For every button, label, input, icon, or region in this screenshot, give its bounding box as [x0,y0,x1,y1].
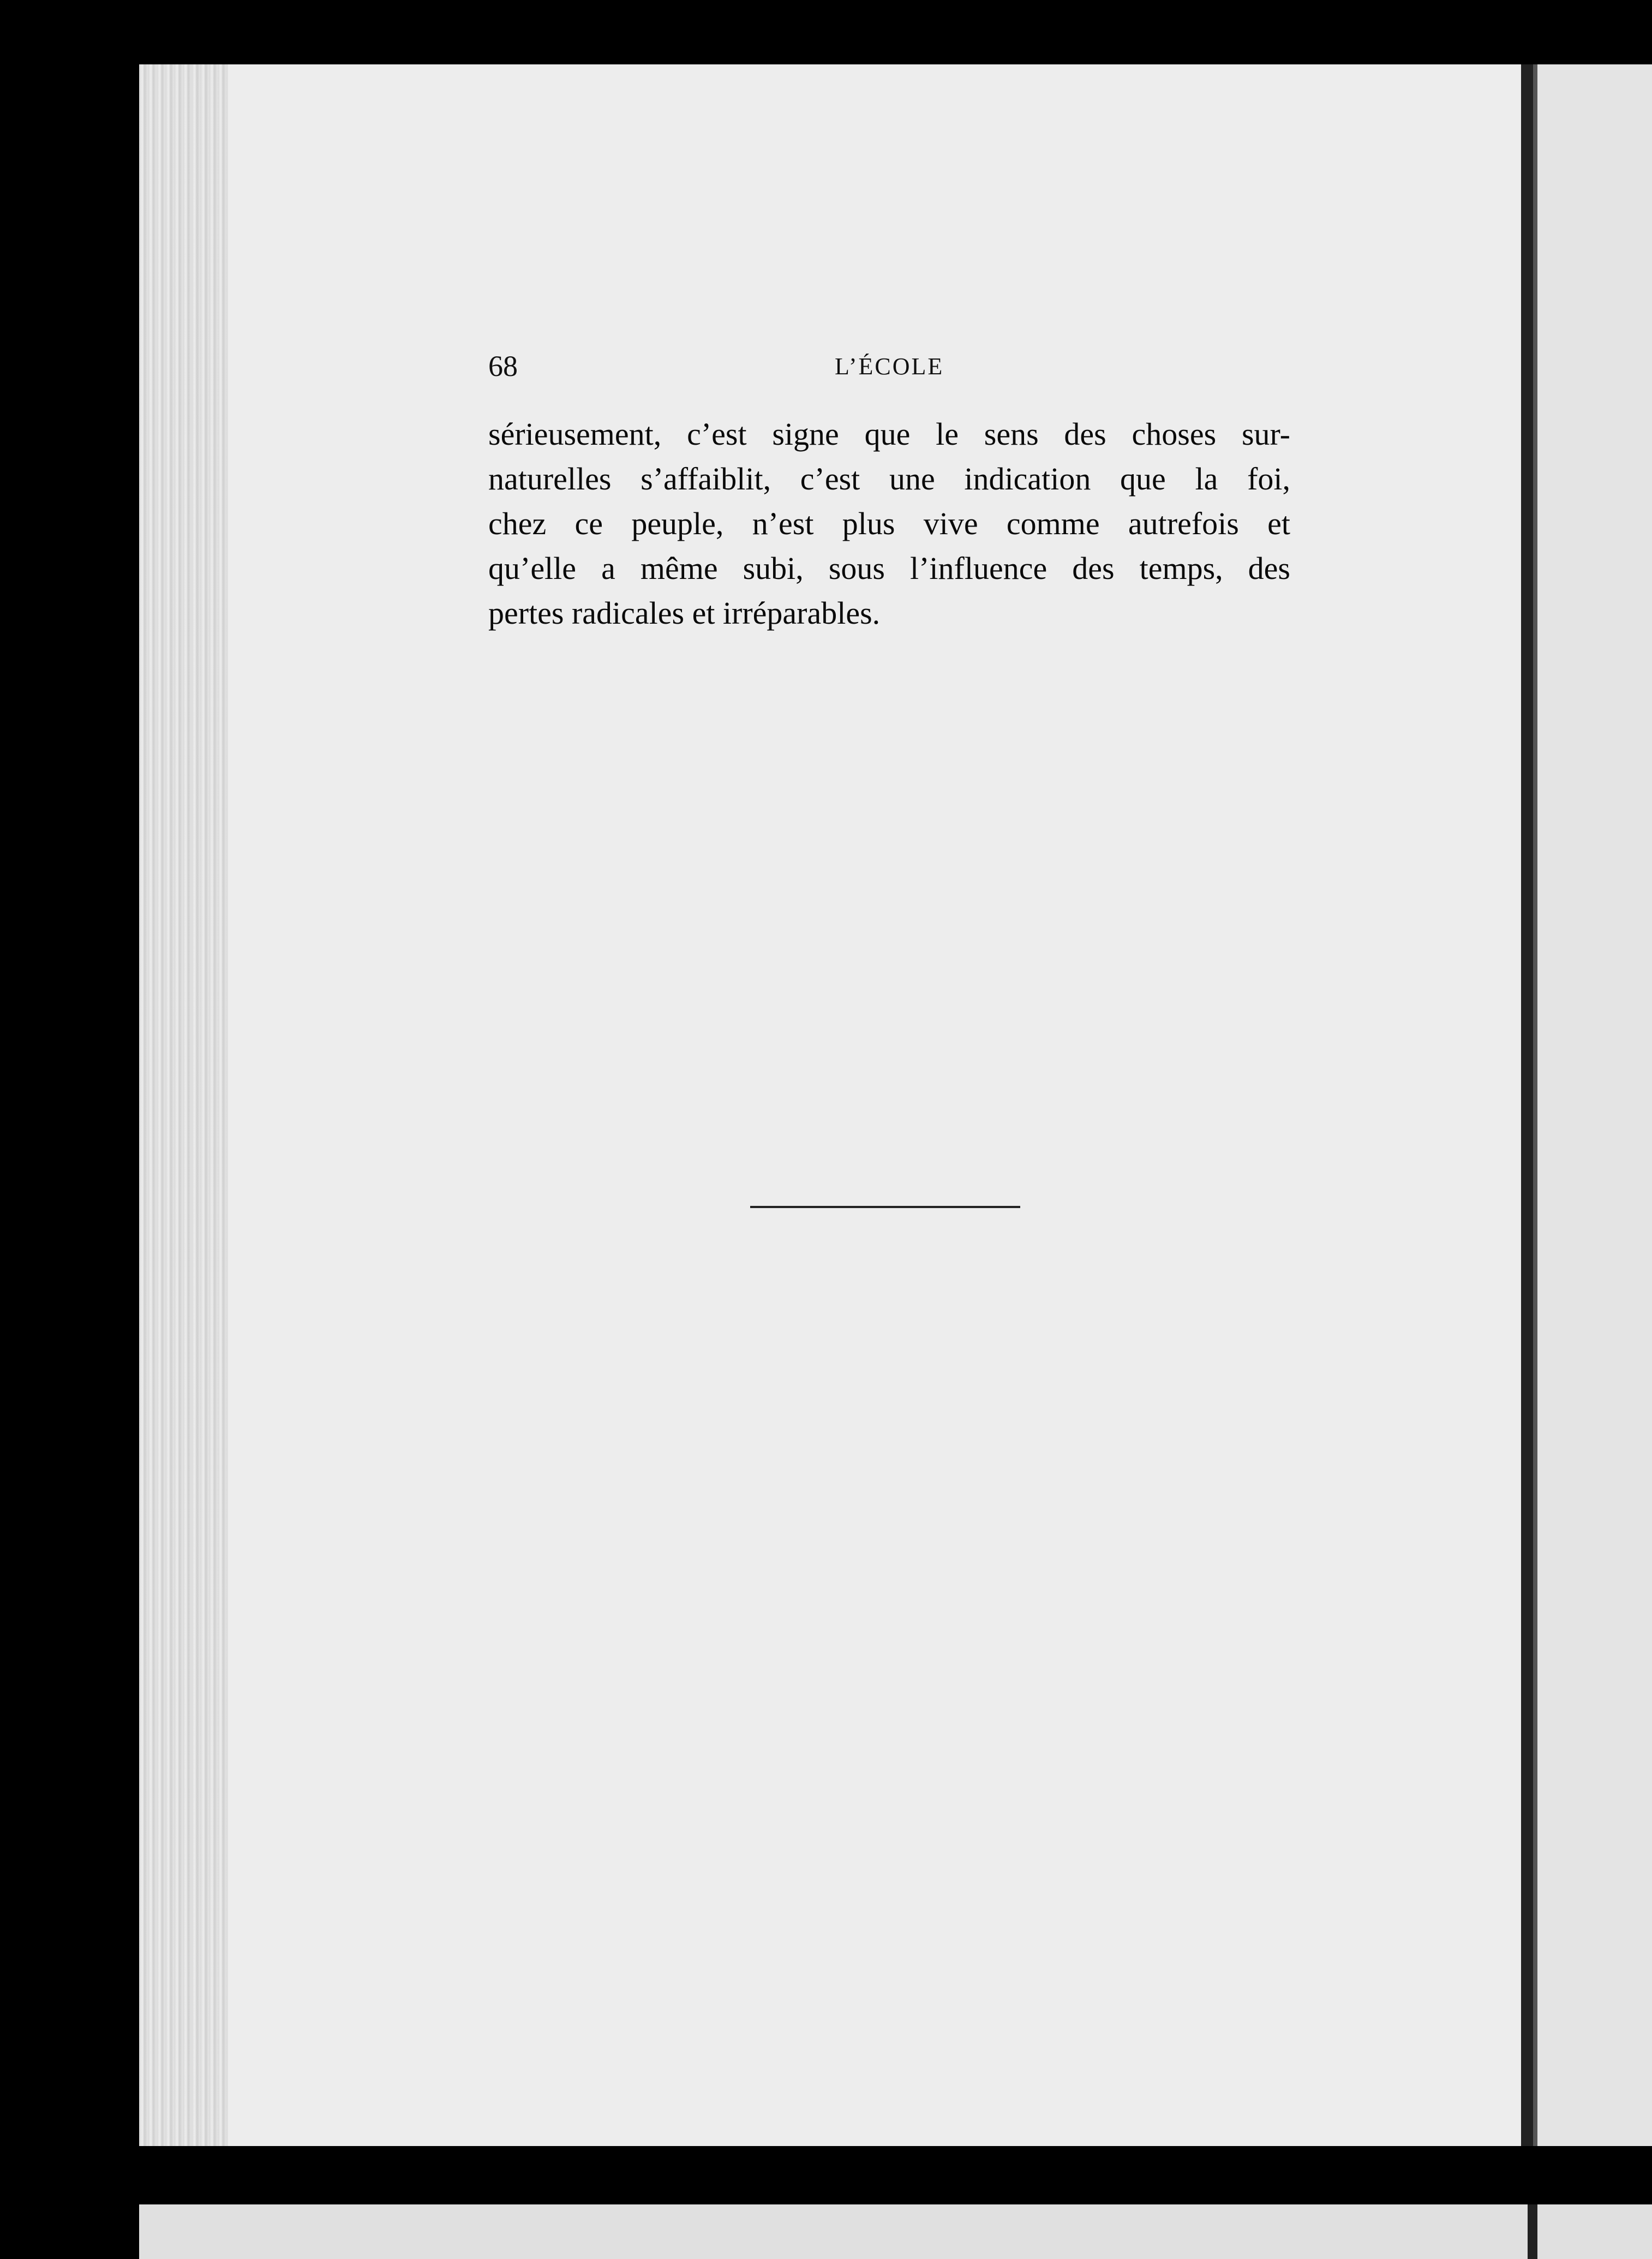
text-line: pertes radicales et irréparables. [488,595,881,631]
running-title: L’ÉCOLE [835,353,944,380]
text-line: chez ce peuple, n’est plus vive comme autrefois et [488,506,1290,541]
page-stack-edges [139,64,235,2146]
page-number: 68 [488,350,518,383]
text-line: qu’elle a même subi, sous l’influence des temps, des [488,551,1290,586]
next-frame-edge [139,2204,1652,2259]
body-text [488,412,1290,636]
text-line: sérieusement, c’est signe que le sens des choses sur- [488,416,1290,452]
text-line: naturelles s’affaiblit, c’est une indication que la foi, [488,461,1290,497]
next-frame-gutter [1528,2204,1537,2259]
book-gutter [1521,64,1533,2146]
facing-page-edge [1533,64,1652,2146]
section-divider [750,1206,1020,1208]
page-header [488,349,1290,387]
